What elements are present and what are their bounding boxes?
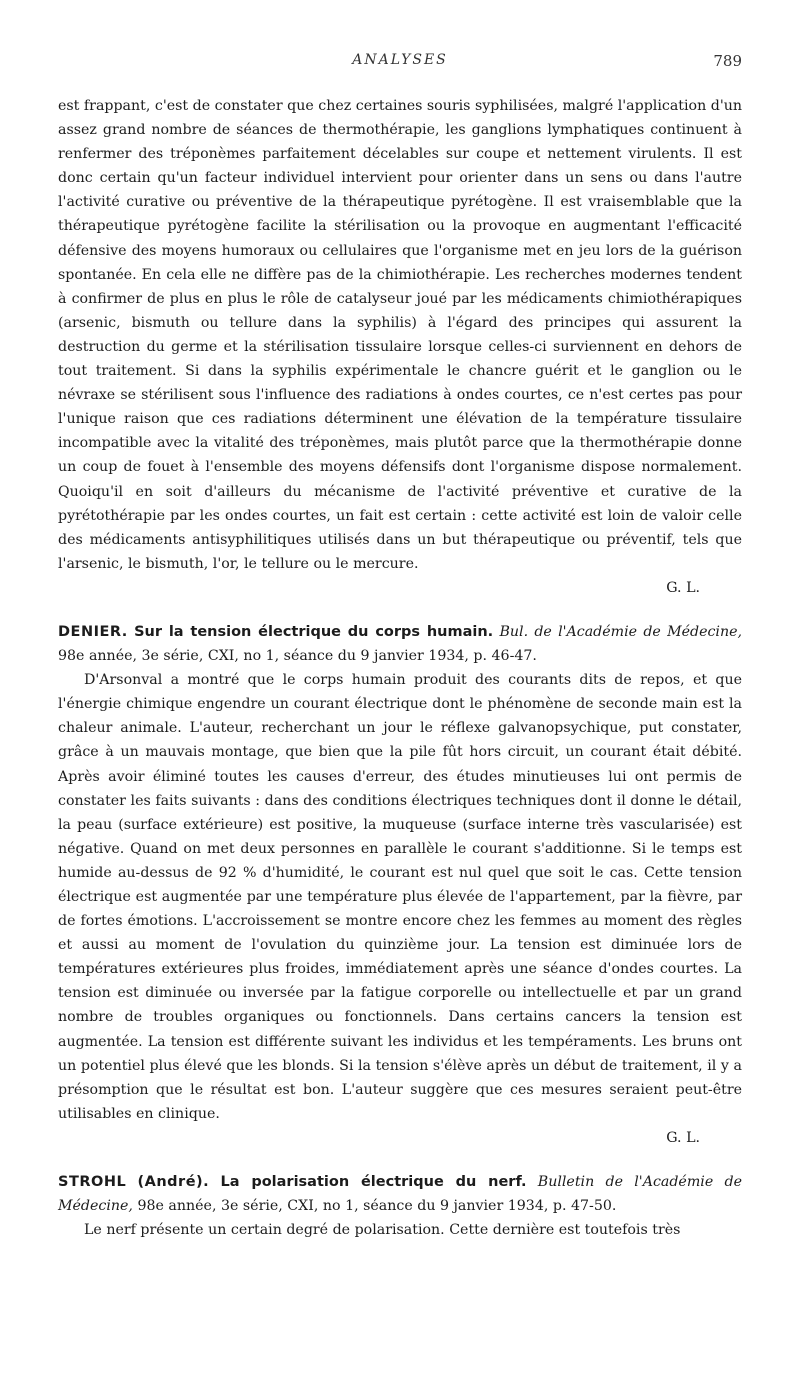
- intro-paragraph: est frappant, c'est de constater que chez certaines souris syphilisées, malgré l'application d'un assez grand nombre de séances de thermothérapie, les ganglions lymphatiques continuent à renfermer des tréponèmes parfaitement décelables sur coupe et nettement virulents. Il est donc certain qu'un facteur individuel intervient pour orienter dans un sens ou dans l'autre l'activité curative ou préventive de la thérapeutique pyrétogène. Il est vraisemblable que la thérapeutique pyrétogène facilite la stérilisation ou la provoque en augmentant l'efficacité défensive des moyens humoraux ou cellulaires que l'organisme met en jeu lors de la guérison spontanée. En cela elle ne diffère pas de la chimiothérapie. Les recherches modernes tendent à confirmer de plus en plus le rôle de catalyseur joué par les médicaments chimiothérapiques (arsenic, bismuth ou tellure dans la syphilis) à l'égard des principes qui assurent la destruction du germe et la stérilisation tissulaire lorsque celles-ci surviennent en dehors de tout traitement. Si dans la syphilis expérimentale le chancre guérit et le ganglion ou le névraxe se stérilisent sous l'influence des radiations à ondes courtes, ce n'est certes pas pour l'unique raison que ces radiations déterminent une élévation de la température tissulaire incompatible avec la vitalité des tréponèmes, mais plutôt parce que la thermothérapie donne un coup de fouet à l'ensemble des moyens défensifs dont l'organisme dispose normalement. Quoiqu'il en soit d'ailleurs du mécanisme de l'activité préventive et curative de la pyrétothérapie par les ondes courtes, un fait est certain : cette activité est loin de valoir celle des médicaments antisyphilitiques utilisés dans un but thérapeutique ou préventif, tels que l'arsenic, le bismuth, l'or, le tellure ou le mercure.: [58, 98, 742, 572]
- running-head: [58, 52, 742, 80]
- page-number: 789: [713, 52, 742, 70]
- review-heading: [58, 1170, 742, 1218]
- review-journal: Bul. de l'Académie de Médecine,: [499, 623, 742, 640]
- running-head-title: ANALYSES: [352, 52, 448, 68]
- review-denier: [58, 620, 742, 1150]
- review-body: D'Arsonval a montré que le corps humain produit des courants dits de repos, et que l'énergie chimique engendre un courant électrique dont le phénomène de seconde main est la chaleur animale. L'auteur, recherchant un jour le réflexe galvanopsychique, put constater, grâce à un mauvais montage, que bien que la pile fût hors circuit, un courant était débité. Après avoir éliminé toutes les causes d'erreur, des études minutieuses lui ont permis de constater les faits suivants : dans des conditions électriques techniques dont il donne le détail, la peau (surface extérieure) est positive, la muqueuse (surface interne très vascularisée) est négative. Quand on met deux personnes en parallèle le courant s'additionne. Si le temps est humide au-dessus de 92 % d'humidité, le courant est nul quel que soit le cas. Cette tension électrique est augmentée par une température plus élevée de l'appartement, par la fièvre, par de fortes émotions. L'accroissement se montre encore chez les femmes au moment des règles et aussi au moment de l'ovulation du quinzième jour. La tension est diminuée lors de températures extérieures plus froides, immédiatement après une séance d'ondes courtes. La tension est diminuée ou inversée par la fatigue corporelle ou intellectuelle et par un grand nombre de troubles organiques ou fonctionnels. Dans certains cancers la tension est augmentée. La tension est différente suivant les individus et les tempéraments. Les bruns ont un potentiel plus élevé que les blonds. Si la tension s'élève après un début de traitement, il y a présomption que le résultat est bon. L'auteur suggère que ces mesures seraient peut-être utilisables en clinique.: [58, 672, 742, 1122]
- review-citation: 98e année, 3e série, CXI, no 1, séance du 9 janvier 1934, p. 46-47.: [58, 648, 537, 665]
- review-signature: G. L.: [666, 1129, 700, 1146]
- review-title: La polarisation électrique du nerf.: [220, 1174, 527, 1191]
- review-journal: Bulletin de l'Académie de Médecine,: [58, 1174, 742, 1215]
- intro-signature: G. L.: [666, 579, 700, 596]
- review-title: Sur la tension électrique du corps humain.: [134, 623, 494, 640]
- review-author: STROHL: [58, 1174, 127, 1191]
- review-body: Le nerf présente un certain degré de polarisation. Cette dernière est toutefois très: [84, 1222, 681, 1239]
- review-strohl: [58, 1170, 742, 1242]
- review-author-firstname: (André).: [137, 1174, 210, 1191]
- review-heading: [58, 620, 742, 668]
- review-author: DENIER.: [58, 623, 128, 640]
- review-citation: 98e année, 3e série, CXI, no 1, séance du 9 janvier 1934, p. 47-50.: [137, 1198, 617, 1215]
